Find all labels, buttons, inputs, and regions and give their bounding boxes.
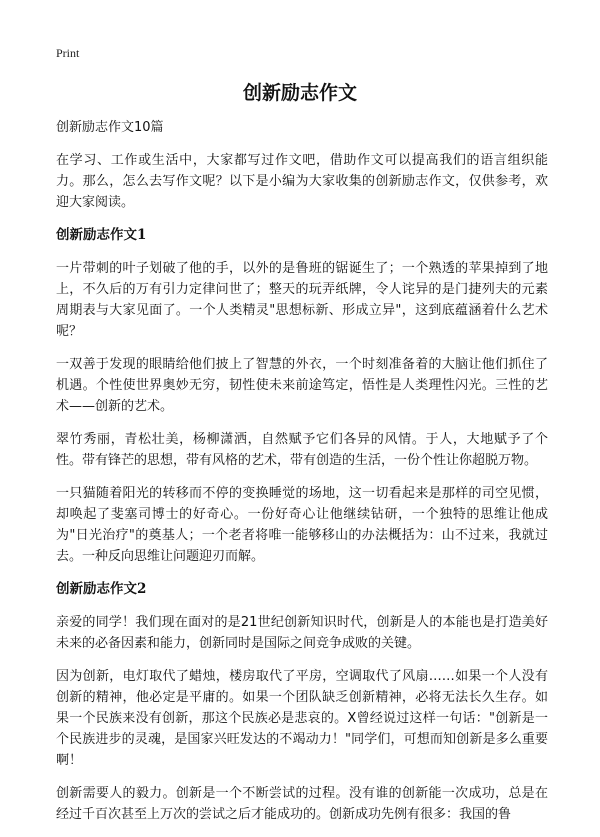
section-heading: 创新励志作文2	[56, 581, 147, 597]
paragraph: 创新需要人的毅力。创新是一个不断尝试的过程。没有谁的创新能一次成功，总是在经过千百次甚至上万次的尝试之后才能成功的。创新成功先例有很多：我国的鲁	[56, 786, 548, 822]
print-link[interactable]: Print	[56, 46, 80, 60]
paragraph: 亲爱的同学！我们现在面对的是21世纪创新知识时代，创新是人的本能也是打造美好未来的必备因素和能力，创新同时是国际之间竞争成败的关键。	[56, 615, 548, 651]
document-subtitle: 创新励志作文10篇	[56, 120, 164, 135]
section-essay-1	[56, 225, 548, 567]
paragraph: 翠竹秀丽，青松壮美，杨柳潇洒，自然赋予它们各异的风情。于人，大地赋予了个性。带有锋芒的思想，带有风格的艺术，带有创造的生活，一份个性让你超脱万物。	[56, 432, 548, 468]
paragraph: 一片带刺的叶子划破了他的手，以外的是鲁班的锯诞生了；一个熟透的苹果掉到了地上，不久后的万有引力定律问世了；整天的玩弄纸牌，令人诧异的是门捷列夫的元素周期表与大家见面了。一个人类精灵"思想标新、形成立异"，这到底蕴涵着什么艺术呢？	[56, 261, 548, 339]
section-heading: 创新励志作文1	[56, 227, 147, 243]
section-essay-2	[56, 579, 548, 825]
paragraph: 一双善于发现的眼睛给他们披上了智慧的外衣，一个时刻准备着的大脑让他们抓住了机遇。个性使世界奥妙无穷，韧性使未来前途笃定，悟性是人类理性闪光。三性的艺术——创新的艺术。	[56, 357, 548, 414]
paragraph: 一只猫随着阳光的转移而不停的变换睡觉的场地，这一切看起来是那样的司空见惯，却唤起了斐塞司博士的好奇心。一份好奇心让他继续钻研，一个独特的思维让他成为"日光治疗"的奠基人；一个老者将唯一能够移山的办法概括为：山不过来，我就过去。一种反向思维让问题迎刃而解。	[56, 486, 548, 564]
document-body	[56, 117, 548, 837]
document-title: 创新励志作文	[242, 82, 357, 104]
intro-paragraph: 在学习、工作或生活中，大家都写过作文吧，借助作文可以提高我们的语言组织能力。那么，怎么去写作文呢？以下是小编为大家收集的创新励志作文，仅供参考，欢迎大家阅读。	[56, 153, 548, 210]
paragraph: 因为创新，电灯取代了蜡烛，楼房取代了平房，空调取代了风扇……如果一个人没有创新的精神，他必定是平庸的。如果一个团队缺乏创新精神，必将无法长久生存。如果一个民族来没有创新，那这个民族必是悲哀的。X曾经说过这样一句话："创新是一个民族进步的灵魂，是国家兴旺发达的不竭动力！"同学们，可想而知创新是多么重要啊！	[56, 669, 548, 768]
